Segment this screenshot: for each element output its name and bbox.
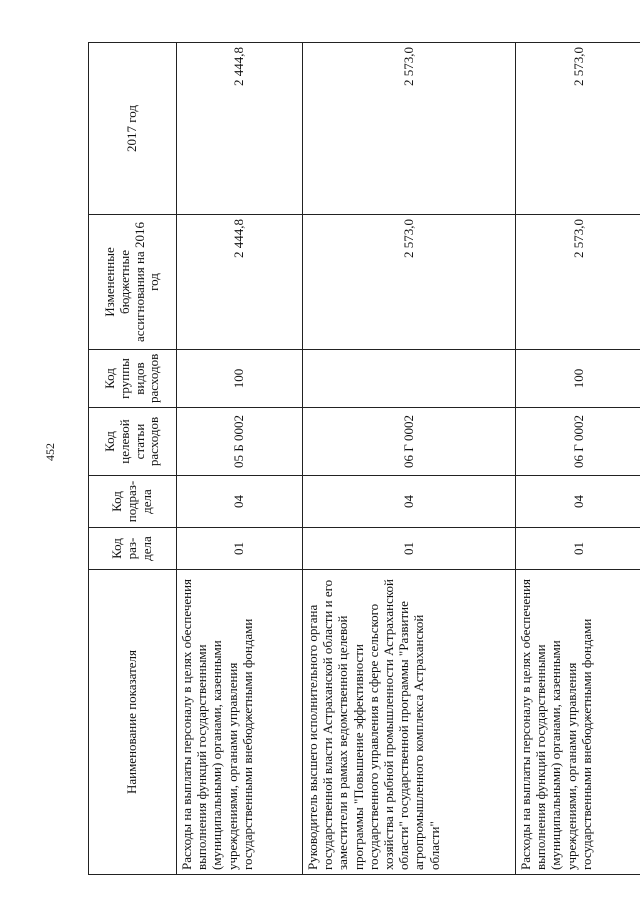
row-target: 06 Г 0002 <box>303 408 516 476</box>
row-2017: 2 444,8 <box>177 43 303 215</box>
table-row <box>177 43 303 875</box>
row-subsection: 04 <box>516 476 640 528</box>
row-2017: 2 573,0 <box>516 43 640 215</box>
row-changed: 2 573,0 <box>516 215 640 350</box>
table-header-row <box>89 43 177 875</box>
row-section: 01 <box>177 528 303 570</box>
row-name: Расходы на выплаты персоналу в целях обеспечения выполнения функций государственными (муниципальными) органами, казенными учреждениями, органами управления государственными внебюджетными фондами <box>177 570 303 875</box>
header-name: Наименование показателя <box>89 570 177 875</box>
header-subsection: Код подраз-дела <box>89 476 177 528</box>
row-group: 100 <box>516 350 640 408</box>
row-name: Расходы на выплаты персоналу в целях обеспечения выполнения функций государственными (муниципальными) органами, казенными учреждениями, органами управления государственными внебюджетными фондами <box>516 570 640 875</box>
header-changed: Измененные бюджетные ассигнования на 2016 год <box>89 215 177 350</box>
header-group: Код группы видов расходов <box>89 350 177 408</box>
row-target: 05 Б 0002 <box>177 408 303 476</box>
header-2017: 2017 год <box>89 43 177 215</box>
row-section: 01 <box>303 528 516 570</box>
budget-table <box>88 42 640 875</box>
row-target: 06 Г 0002 <box>516 408 640 476</box>
page-number: 452 <box>43 443 57 461</box>
header-target: Код целевой статьи расходов <box>89 408 177 476</box>
row-section: 01 <box>516 528 640 570</box>
row-name: Руководитель высшего исполнительного органа государственной власти Астраханской области и его заместители в рамках ведомственной целевой программы "Повышение эффективности государственного управления в сфере сельского хозяйства и рыбной промышленности Астраханской области" государственной программы "Развитие агропромышленного комплекса Астраханской области" <box>303 570 516 875</box>
rotated-table-wrapper <box>88 43 640 875</box>
row-subsection: 04 <box>177 476 303 528</box>
row-changed: 2 573,0 <box>303 215 516 350</box>
row-group <box>303 350 516 408</box>
row-2017: 2 573,0 <box>303 43 516 215</box>
row-changed: 2 444,8 <box>177 215 303 350</box>
table-row <box>516 43 640 875</box>
header-section: Код раз-дела <box>89 528 177 570</box>
row-group: 100 <box>177 350 303 408</box>
table-row <box>303 43 516 875</box>
row-subsection: 04 <box>303 476 516 528</box>
